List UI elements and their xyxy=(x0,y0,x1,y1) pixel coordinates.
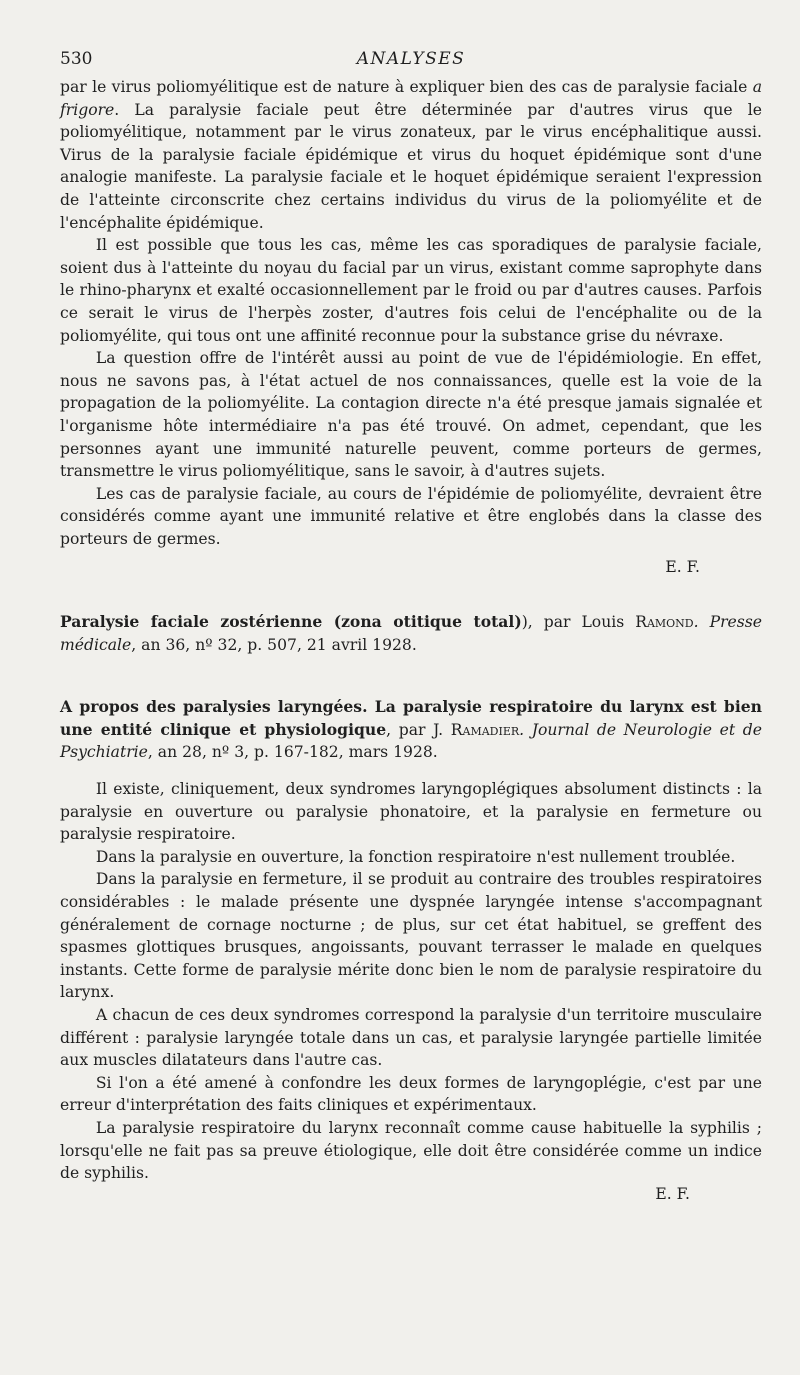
paragraph: La question offre de l'intérêt aussi au point de vue de l'épidémiologie. En effet, nous ne savons pas, à l'état actuel de nos connaissances, quelle est la voie de la propagation de la poliomyélite. La contagion directe n'a été presque jamais signalée et l'organisme hôte intermédiaire n'a pas été trouvé. On admet, cependant, que les personnes ayant une immunité naturelle peuvent, comme porteurs de germes, transmettre le virus poliomyélitique, sans le savoir, à d'autres sujets. xyxy=(60,349,762,481)
article-3 xyxy=(60,778,762,1205)
paragraph: Les cas de paralysie faciale, au cours de l'épidémie de poliomyélite, devraient être considérés comme ayant une immunité relative et être englobés dans la classe des porteurs de germes. xyxy=(60,484,762,548)
paragraph: Il existe, cliniquement, deux syndromes laryngoplégiques absolument distincts : la paralysie en ouverture ou paralysie phonatoire, et la paralysie en fermeture ou paralysie respiratoire. xyxy=(60,780,762,844)
paragraph: par le virus poliomyélitique est de nature à expliquer bien des cas de paralysie faciale a frigore. La paralysie faciale peut être déterminée par d'autres virus que le poliomyélitique, notamment par le virus zonateux, par le virus encéphalitique aussi. Virus de la paralysie faciale épidémique et virus du hoquet épidémique sont d'une analogie manifeste. La paralysie faciale et le hoquet épidémique seraient l'expression de l'atteinte circonscrite chez certains individus du virus de la poliomyélite et de l'encéphalite épidémique. xyxy=(60,78,762,232)
entry-3-heading: A propos des paralysies laryngées. La paralysie respiratoire du larynx est bien une entité clinique et physiologique, par J. Ramadier. Journal de Neurologie et de Psychiatrie, an 28, nº 3, p. 167-182, mars 1928. xyxy=(60,697,762,762)
page-number: 530 xyxy=(60,49,93,69)
paragraph: Il est possible que tous les cas, même les cas sporadiques de paralysie faciale, soient dus à l'atteinte du noyau du facial par un virus, existant comme saprophyte dans le rhino-pharynx et exalté occasionnellement par le froid ou par d'autres causes. Parfois ce serait le virus de l'herpès zoster, d'autres fois celui de l'encéphalite ou de la poliomyélite, qui tous ont une affinité reconnue pour la substance grise du névraxe. xyxy=(60,236,762,345)
running-head: ANALYSES xyxy=(356,49,466,69)
paragraph: A chacun de ces deux syndromes correspond la paralysie d'un territoire musculaire différent : paralysie laryngée totale dans un cas, et paralysie laryngée partielle limitée aux muscles dilatateurs dans l'autre cas. xyxy=(60,1005,762,1070)
signature: E. F. xyxy=(665,558,700,577)
article-1 xyxy=(60,76,762,579)
paragraph: Dans la paralysie en fermeture, il se produit au contraire des troubles respiratoires considérables : le malade présente une dyspnée laryngée intense s'accompagnant généralement de cornage nocturne ; de plus, sur cet état habituel, se greffent des spasmes glottiques brusques, angoissants, pouvant terrasser le malade en quelques instants. Cette forme de paralysie mérite donc bien le nom de paralysie respiratoire du larynx. xyxy=(60,870,762,1002)
signature: E. F. xyxy=(655,1184,690,1203)
paragraph: La paralysie respiratoire du larynx reconnaît comme cause habituelle la syphilis ; lorsqu'elle ne fait pas sa preuve étiologique, elle doit être considérée comme un indice de syphilis. xyxy=(60,1118,762,1183)
entry-2-heading: Paralysie faciale zostérienne (zona otitique total)), par Louis Ramond. Presse médicale, an 36, nº 32, p. 507, 21 avril 1928. xyxy=(60,612,762,654)
page xyxy=(60,48,762,1205)
paragraph: Dans la paralysie en ouverture, la fonction respiratoire n'est nullement troublée. xyxy=(95,847,736,866)
page-header xyxy=(60,48,762,76)
paragraph: Si l'on a été amené à confondre les deux formes de laryngoplégie, c'est par une erreur d'interprétation des faits cliniques et expérimentaux. xyxy=(60,1073,762,1115)
